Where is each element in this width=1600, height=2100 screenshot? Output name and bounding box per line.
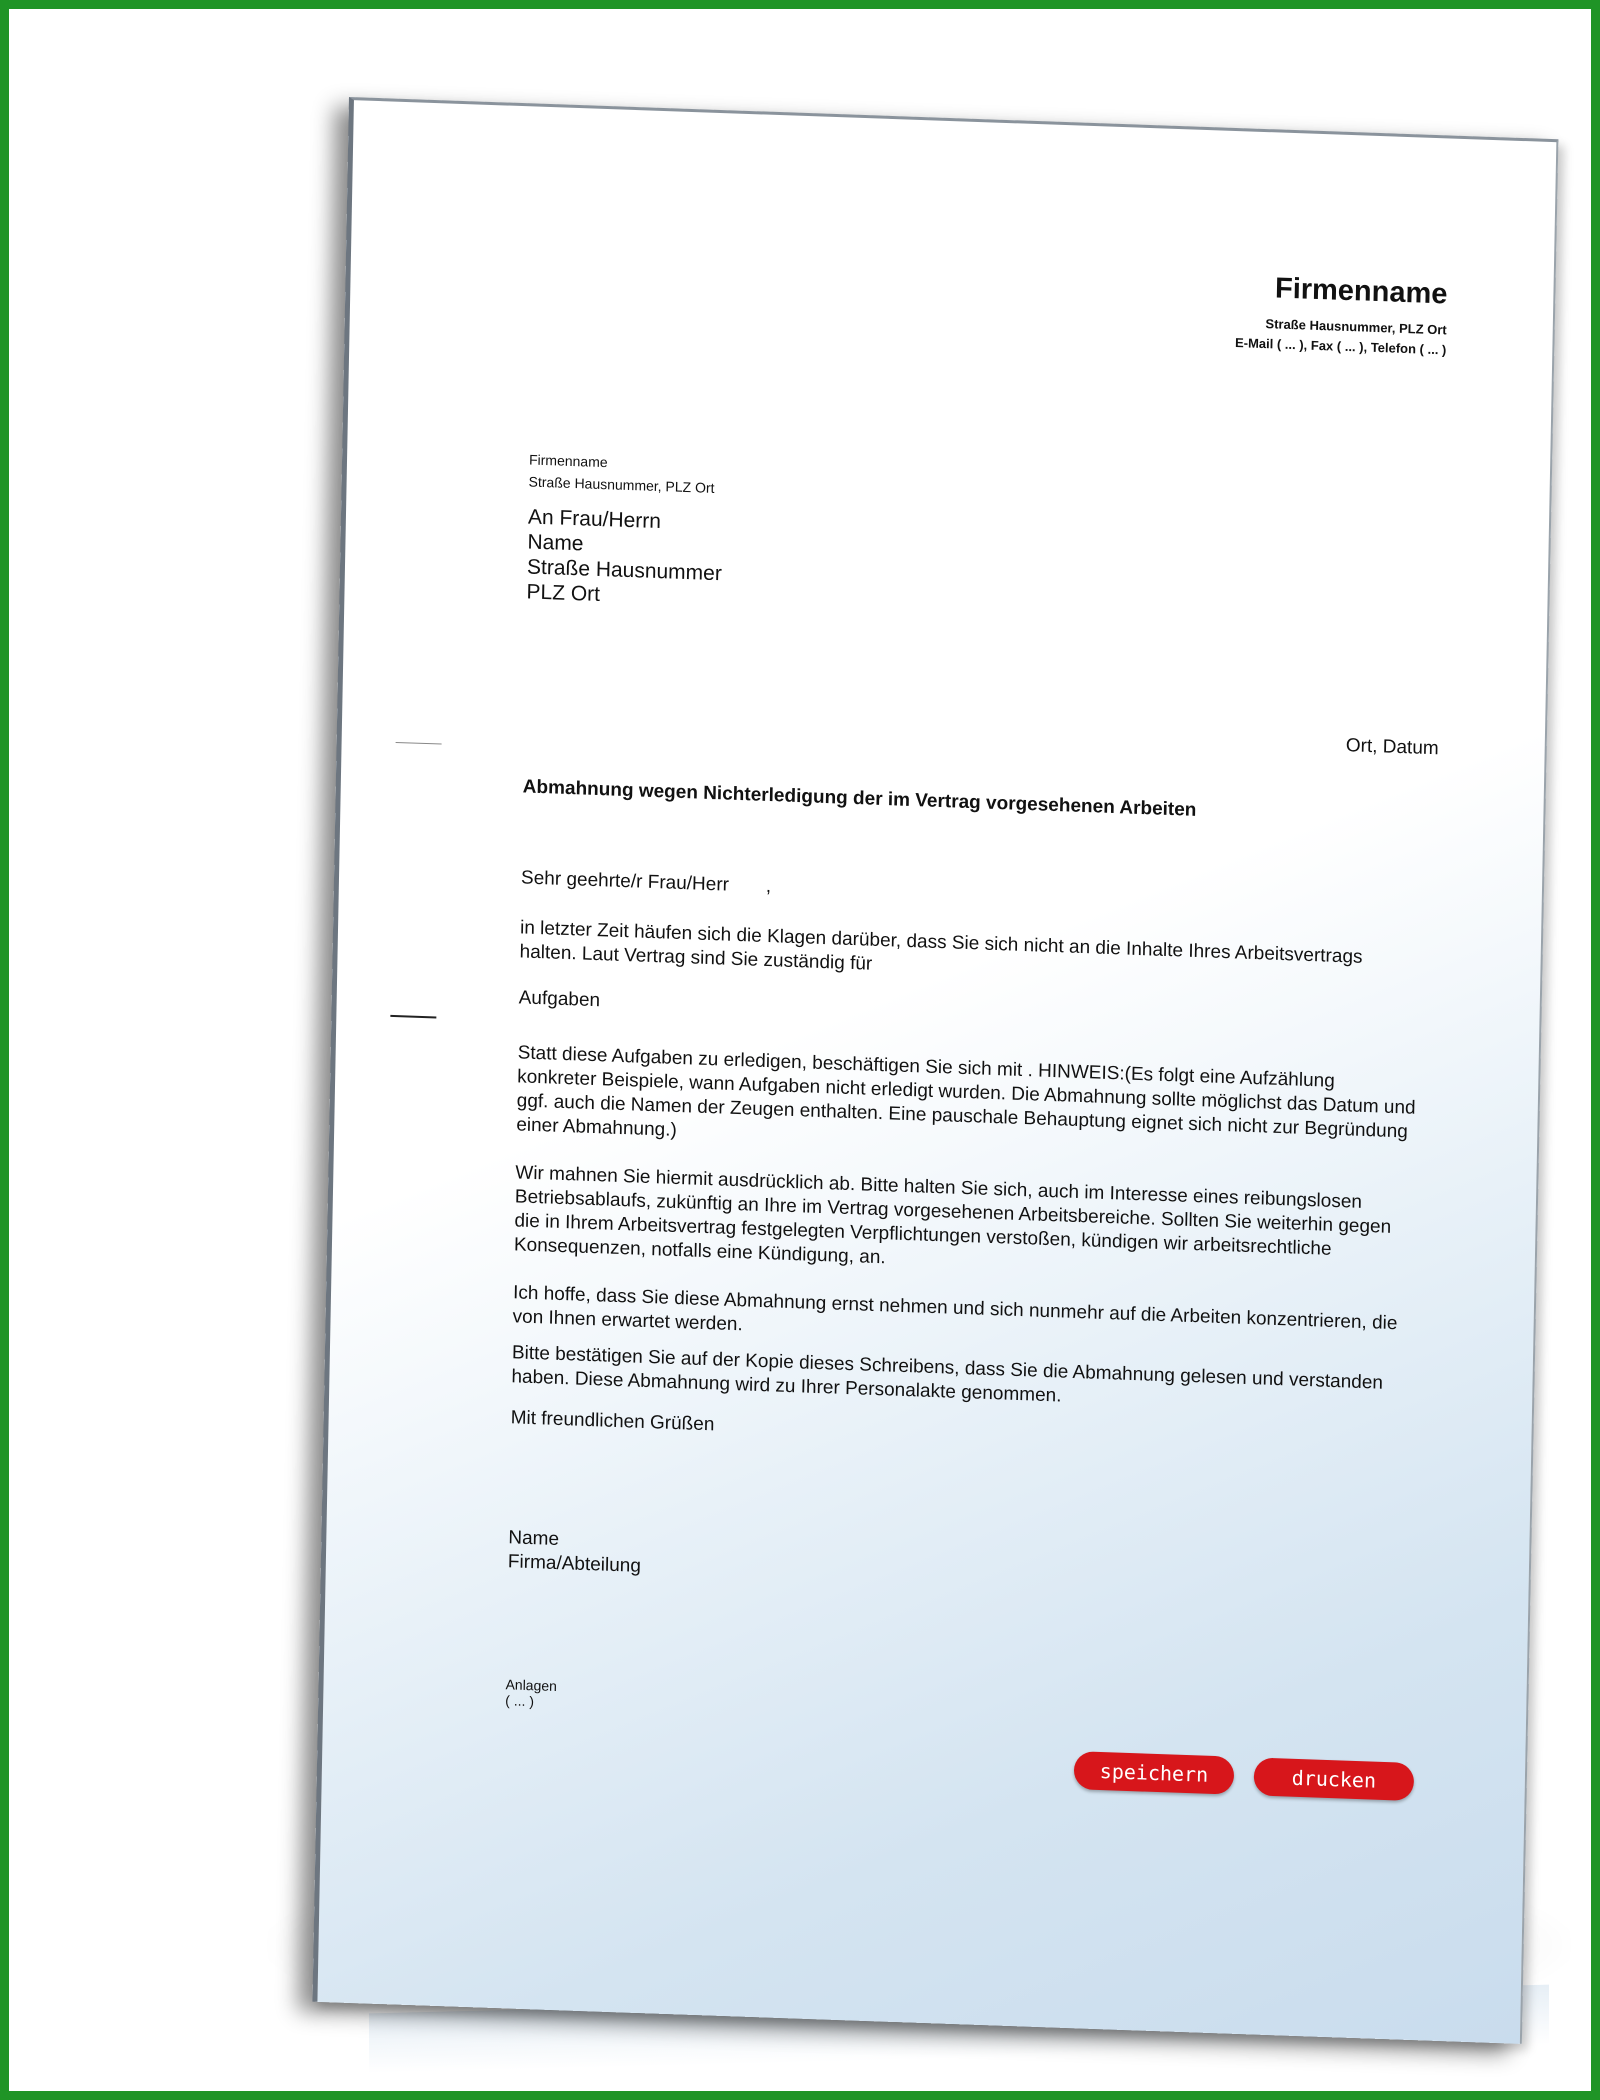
- letter-tasks: Aufgaben: [518, 987, 601, 1012]
- sender-name: Firmenname: [528, 451, 608, 471]
- letter-paragraph-1: in letzter Zeit häufen sich die Klagen darüber, dass Sie sich nicht an die Inhalte Ihres Arbeitsvertrags halten. Laut Vertrag sind Sie zuständig für: [519, 917, 1363, 975]
- fold-mark-top: [396, 742, 442, 745]
- recipient-line-salutation: An Frau/Herrn: [527, 505, 662, 534]
- recipient-line-name: Name: [527, 530, 584, 556]
- letter-closing: Mit freundlichen Grüßen: [510, 1407, 715, 1436]
- print-button[interactable]: drucken: [1254, 1757, 1415, 1801]
- sender-address: Straße Hausnummer, PLZ Ort: [528, 473, 715, 496]
- letter-subject: Abmahnung wegen Nichterledigung der im Vertrag vorgesehenen Arbeiten: [522, 776, 1197, 821]
- letterhead-contact: E-Mail ( ... ), Fax ( ... ), Telefon ( ... ): [1234, 335, 1447, 358]
- signature-department: Firma/Abteilung: [507, 1551, 642, 1577]
- letter-page: [312, 97, 1558, 2044]
- letterhead-address: Straße Hausnummer, PLZ Ort: [1265, 316, 1447, 338]
- letter-salutation: Sehr geehrte/r Frau/Herr ,: [520, 867, 772, 898]
- recipient-block: [526, 504, 723, 611]
- attachments-label: Anlagen: [505, 1676, 558, 1695]
- fold-mark-middle: [390, 1015, 436, 1019]
- attachments-value: ( ... ): [505, 1692, 535, 1710]
- letter-paragraph-2: Statt diese Aufgaben zu erledigen, beschäftigen Sie sich mit . HINWEIS:(Es folgt eine Aufzählung konkreter Beispiele, wann Aufgaben nicht erledigt wurden. Die Abmahnung sollte möglichst das Datum und ggf. auch die Namen der Zeugen enthalten. Eine pauschale Behauptung eignet sich nicht zur Begründung einer Abmahnung.): [516, 1042, 1416, 1143]
- letter-paragraph-4: Ich hoffe, dass Sie diese Abmahnung ernst nehmen und sich nunmehr auf die Arbeiten konzentrieren, die von Ihnen erwartet werden.: [512, 1282, 1398, 1336]
- letter-paragraph-3: Wir mahnen Sie hiermit ausdrücklich ab. Bitte halten Sie sich, auch im Interesse eines reibungslosen Betriebsablaufs, zukünftig an Ihre im Vertrag vorgesehenen Arbeitsbereiche. Sollten Sie weiterhin gegen die in Ihrem Arbeitsvertrag festgelegten Verpflichtungen verstoßen, kündigen wir arbeitsrechtliche Konsequenzen, notfalls eine Kündigung, an.: [513, 1162, 1392, 1269]
- place-date: Ort, Datum: [1345, 735, 1439, 760]
- recipient-line-city: PLZ Ort: [526, 580, 601, 607]
- letterhead-company-name: Firmenname: [1274, 272, 1448, 311]
- recipient-line-street: Straße Hausnummer: [526, 555, 723, 586]
- letter-paragraph-5: Bitte bestätigen Sie auf der Kopie dieses Schreibens, dass Sie die Abmahnung gelesen und verstanden haben. Diese Abmahnung wird zu Ihrer Personalakte genommen.: [511, 1342, 1384, 1407]
- signature-name: Name: [508, 1527, 560, 1551]
- save-button[interactable]: speichern: [1074, 1751, 1235, 1795]
